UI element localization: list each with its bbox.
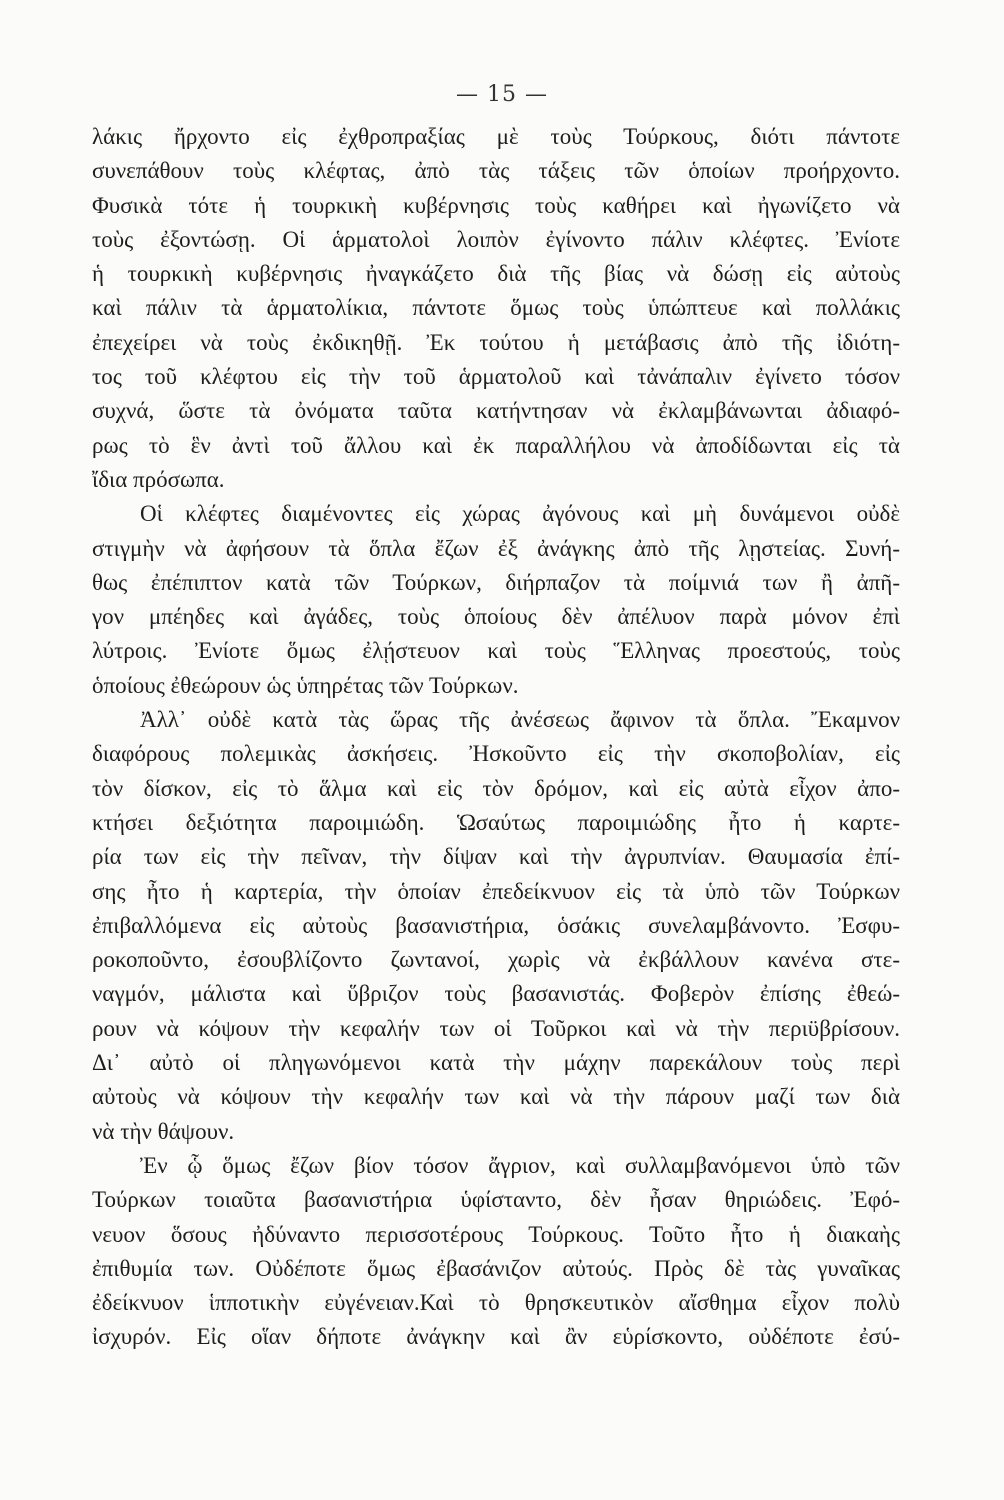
text-line: τὸν δίσκον, εἰς τὸ ἅλμα καὶ εἰς τὸν δρόμον, καὶ εἰς αὐτὰ εἶχον ἀπο- [92,775,900,801]
text-line: ἐπιθυμία των. Οὐδέποτε ὅμως ἐβασάνιζον αὐτούς. Πρὸς δὲ τὰς γυναῖκας [92,1255,900,1281]
text-line: τοὺς ἐξοντώσῃ. Οἱ ἁρματολοὶ λοιπὸν ἐγίνοντο πάλιν κλέφτες. Ἐνίοτε [92,226,900,252]
text-line: στιγμὴν νὰ ἀφήσουν τὰ ὅπλα ἔζων ἐξ ἀνάγκης ἀπὸ τῆς λῃστείας. Συνή- [92,535,900,561]
text-line: θως ἐπέπιπτον κατὰ τῶν Τούρκων, διήρπαζον τὰ ποίμνιά των ἢ ἀπῆ- [92,569,900,595]
text-line: ἰσχυρόν. Εἰς οἵαν δήποτε ἀνάγκην καὶ ἂν εὑρίσκοντο, οὐδέποτε ἐσύ- [92,1324,900,1350]
text-line: τος τοῦ κλέφτου εἰς τὴν τοῦ ἁρματολοῦ καὶ τἀνάπαλιν ἐγίνετο τόσον [92,364,900,390]
text-line: σης ἦτο ἡ καρτερία, τὴν ὁποίαν ἐπεδείκνυον εἰς τὰ ὑπὸ τῶν Τούρκων [92,878,900,904]
text-line: ρία των εἰς τὴν πεῖναν, τὴν δίψαν καὶ τὴν ἀγρυπνίαν. Θαυμασία ἐπί- [92,844,900,870]
text-line: Δι᾽ αὐτὸ οἱ πληγωνόμενοι κατὰ τὴν μάχην παρεκάλουν τοὺς περὶ [92,1050,900,1076]
text-line: ὁποίους ἐθεώρουν ὡς ὑπηρέτας τῶν Τούρκων. [92,672,519,698]
text-line: νὰ τὴν θάψουν. [92,1118,235,1144]
text-line: αὐτοὺς νὰ κόψουν τὴν κεφαλήν των καὶ νὰ τὴν πάρουν μαζί των διὰ [92,1084,900,1110]
text-line: Φυσικὰ τότε ἡ τουρκικὴ κυβέρνησις τοὺς καθήρει καὶ ἠγωνίζετο νὰ [92,192,900,218]
text-line: κτήσει δεξιότητα παροιμιώδη. Ὡσαύτως παροιμιώδης ἦτο ἡ καρτε- [92,809,900,835]
text-line: ρως τὸ ἓν ἀντὶ τοῦ ἄλλου καὶ ἐκ παραλλήλου νὰ ἀποδίδωνται εἰς τὰ [92,432,900,458]
text-line: ἐπιβαλλόμενα εἰς αὐτοὺς βασανιστήρια, ὁσάκις συνελαμβάνοντο. Ἐσφυ- [92,912,900,938]
text-line: Ἐν ᾧ ὅμως ἔζων βίον τόσον ἄγριον, καὶ συλλαμβανόμενοι ὑπὸ τῶν [140,1152,900,1178]
text-line: συνεπάθουν τοὺς κλέφτας, ἀπὸ τὰς τάξεις τῶν ὁποίων προήρχοντο. [92,158,900,184]
text-line: ἐπεχείρει νὰ τοὺς ἐκδικηθῇ. Ἐκ τούτου ἡ μετάβασις ἀπὸ τῆς ἰδιότη- [92,329,900,355]
text-line: Οἱ κλέφτες διαμένοντες εἰς χώρας ἀγόνους καὶ μὴ δυνάμενοι οὐδὲ [140,501,900,527]
text-line: ἴδια πρόσωπα. [92,466,225,492]
text-line: γον μπέηδες καὶ ἀγάδες, τοὺς ὁποίους δὲν ἀπέλυον παρὰ μόνον ἐπὶ [92,604,900,630]
page-number: — 15 — [456,82,548,107]
body-text [92,120,900,1355]
text-line: ροκοποῦντο, ἐσουβλίζοντο ζωντανοί, χωρὶς νὰ ἐκβάλλουν κανένα στε- [92,947,900,973]
text-line: Τούρκων τοιαῦτα βασανιστήρια ὑφίσταντο, δὲν ἦσαν θηριώδεις. Ἐφό- [92,1187,900,1213]
text-line: Ἀλλ᾽ οὐδὲ κατὰ τὰς ὥρας τῆς ἀνέσεως ἄφινον τὰ ὅπλα. Ἔκαμνον [140,707,900,733]
text-line: ρουν νὰ κόψουν τὴν κεφαλήν των οἱ Τοῦρκοι καὶ νὰ τὴν περιϋβρίσουν. [92,1015,900,1041]
text-line: λύτροις. Ἐνίοτε ὅμως ἐλῄστευον καὶ τοὺς Ἕλληνας προεστούς, τοὺς [92,638,900,664]
text-line: ναγμόν, μάλιστα καὶ ὕβριζον τοὺς βασανιστάς. Φοβερὸν ἐπίσης ἐθεώ- [92,981,900,1007]
text-line: διαφόρους πολεμικὰς ἀσκήσεις. Ἠσκοῦντο εἰς τὴν σκοποβολίαν, εἰς [92,741,900,767]
text-line: νευον ὅσους ἠδύναντο περισσοτέρους Τούρκους. Τοῦτο ἦτο ἡ διακαὴς [92,1221,900,1247]
text-line: συχνά, ὥστε τὰ ὀνόματα ταῦτα κατήντησαν νὰ ἐκλαμβάνωνται ἀδιαφό- [92,398,900,424]
text-line: ἐδείκνυον ἱπποτικὴν εὐγένειαν.Καὶ τὸ θρησκευτικὸν αἴσθημα εἶχον πολὺ [92,1290,900,1316]
text-line: λάκις ἤρχοντο εἰς ἐχθροπραξίας μὲ τοὺς Τούρκους, διότι πάντοτε [92,124,900,149]
text-line: καὶ πάλιν τὰ ἁρματολίκια, πάντοτε ὅμως τοὺς ὑπώπτευε καὶ πολλάκις [92,295,900,321]
text-line: ἡ τουρκικὴ κυβέρνησις ἠναγκάζετο διὰ τῆς βίας νὰ δώσῃ εἰς αὐτοὺς [92,261,900,287]
